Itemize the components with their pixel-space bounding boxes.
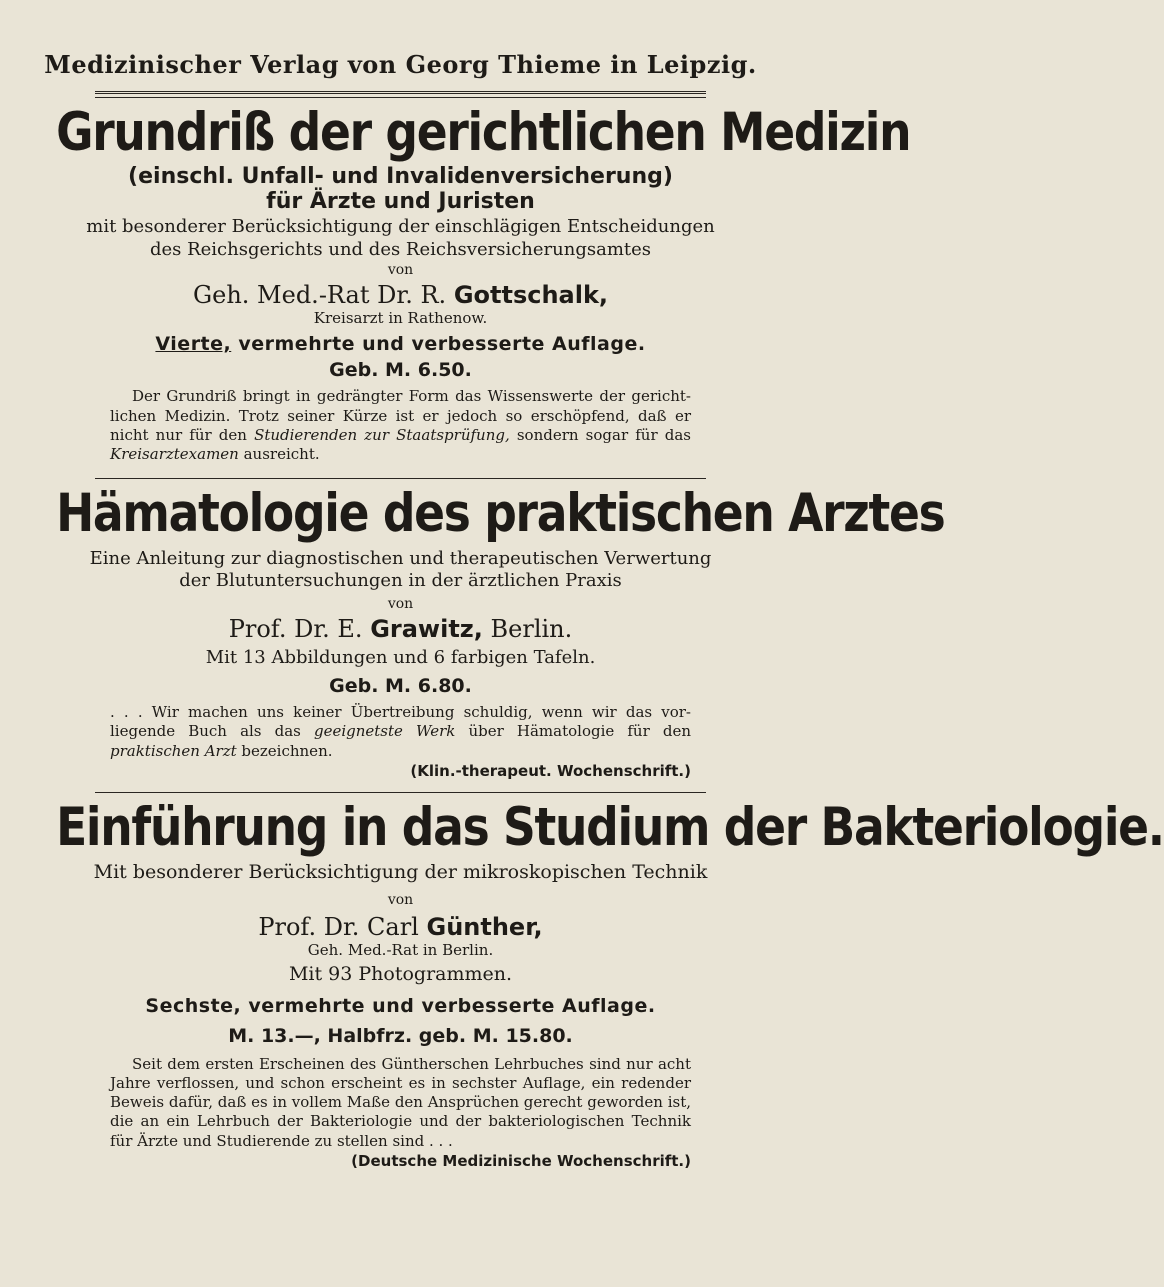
blurb-text: über Hämatologie für den [455,722,691,741]
edition-text: vermehrte und verbesserte Auflage. [231,333,646,356]
book-blurb [110,387,691,464]
blurb-emphasis: Studierenden zur Staatsprüfung, [254,425,510,444]
author-prefix: Geh. Med.-Rat Dr. R. [192,281,447,310]
blurb-text: bezeichnen. [236,741,333,760]
blurb-text: sondern sogar für das [509,425,692,444]
book-title: Grundriß der gerichtlichen Medizin [56,102,911,163]
author-name: Günther, [426,913,543,942]
price: Geb. M. 6.50. [329,359,472,382]
publisher-header: Medizinischer Verlag von Georg Thieme in Leipzig. [44,50,757,79]
von-label: von [387,262,414,279]
author-affiliation: Kreisarzt in Rathenow. [313,309,488,328]
book-haematologie [0,483,945,780]
book-description: mit besonderer Berücksichtigung der einschlägigen Entscheidungen [86,216,715,238]
edition-label: Sechste, vermehrte und verbesserte Auflage. [145,994,656,1017]
author-location: Berlin. [482,614,573,643]
book-title: Einführung in das Studium der Bakteriologie. [56,796,1164,858]
edition-label [0,333,801,355]
book-description: Eine Anleitung zur diagnostischen und therapeutischen Verwertung [89,547,712,569]
von-label: von [387,891,414,908]
book-illustrations: Mit 93 Photogrammen. [288,963,513,986]
author-prefix: Prof. Dr. Carl [258,913,419,942]
book-illustrations: Mit 13 Abbildungen und 6 farbigen Tafeln. [205,646,596,668]
book-author [0,281,801,309]
book-subtitle: (einschl. Unfall- und Invalidenversicherung) [128,164,673,190]
edition-number: Vierte, [155,333,232,356]
header-rule [95,91,706,98]
author-name: Grawitz, [370,614,483,643]
blurb-text: . . . Wir machen uns keiner Übertreibung schuldig, wenn wir das vorliegende Buch als das [110,703,691,741]
section-divider [95,478,706,479]
blurb-emphasis: Kreisarztexamen [110,445,239,464]
review-source [110,761,691,780]
section-divider [95,792,706,793]
blurb-text: ausreicht. [238,445,320,464]
price: M. 13.—, Halbfrz. geb. M. 15.80. [228,1024,573,1047]
book-gerichtliche-medizin [0,102,911,464]
von-label: von [387,595,414,612]
review-source-text: (Klin.-therapeut. Wochenschrift.) [410,761,691,780]
book-blurb [110,703,691,761]
price: Geb. M. 6.80. [329,675,472,698]
book-bakteriologie [0,796,1164,1170]
book-subtitle: für Ärzte und Juristen [266,189,535,215]
review-source-text: (Deutsche Medizinische Wochenschrift.) [351,1151,691,1170]
book-blurb: Seit dem ersten Erscheinen des Güntherschen Lehrbuches sind nur acht Jahre verflossen, und schon erscheint es in sechster Auflage, ein redender Beweis dafür, daß es in vollem Maße den Ansprüchen gerecht geworden ist, die an ein Lehrbuch der Bakteriologie und der bakteriologischen Technik für Ärzte und Studierende zu stellen sind . . . [110,1054,691,1150]
book-description: des Reichsgerichts und des Reichsversicherungsamtes [149,238,652,260]
author-affiliation: Geh. Med.-Rat in Berlin. [307,941,494,960]
book-description: der Blutuntersuchungen in der ärztlichen Praxis [179,570,622,592]
blurb-emphasis: geeignetste Werk [313,722,456,741]
blurb-text: Der Grundriß bringt in gedrängter Form das Wissenswerte der gerichtlichen Medizin. Trotz seiner Kürze ist er jedoch so erschöpfend, daß er nicht nur für den [110,387,691,444]
book-title: Hämatologie des praktischen Arztes [56,483,945,545]
author-name: Gottschalk, [453,281,609,310]
blurb-emphasis: praktischen Arzt [110,741,237,760]
book-description: Mit besonderer Berücksichtigung der mikroskopischen Technik [93,861,708,884]
review-source [110,1151,691,1170]
book-author [0,913,801,941]
author-prefix: Prof. Dr. E. [228,614,363,643]
book-author [0,615,801,643]
